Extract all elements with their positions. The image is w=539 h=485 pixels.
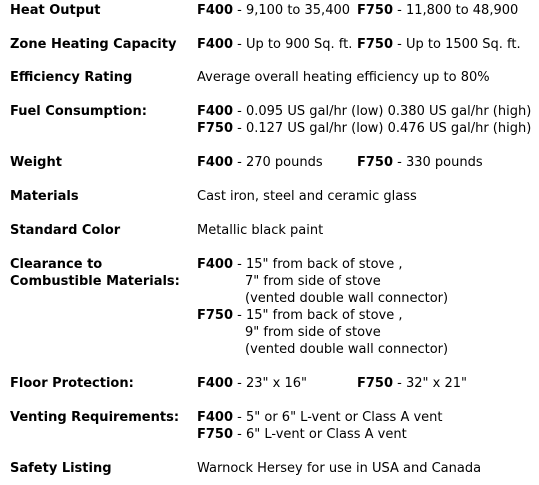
spec-value (197, 409, 443, 443)
spec-value: Warnock Hersey for use in USA and Canada (197, 461, 482, 476)
spec-text: - 0.095 US gal/hr (low) 0.380 US gal/hr (high) (233, 104, 532, 119)
spec-label: Efficiency Rating (10, 70, 133, 85)
spec-value (197, 2, 519, 19)
spec-label-line: Combustible Materials: (10, 274, 180, 289)
spec-label: Weight (10, 155, 62, 170)
spec-label: Materials (10, 189, 79, 204)
spec-text: (vented double wall connector) (245, 291, 449, 306)
model-name: F400 (197, 410, 234, 425)
model-name: F750 (357, 3, 394, 18)
model-name: F400 (197, 37, 234, 52)
spec-label: Zone Heating Capacity (10, 37, 177, 52)
spec-text: - 5" or 6" L-vent or Class A vent (233, 410, 443, 425)
spec-label: Heat Output (10, 3, 101, 18)
spec-text: - Up to 900 Sq. ft. (233, 37, 353, 52)
spec-value (197, 103, 531, 137)
spec-text: - 32" x 21" (393, 376, 467, 391)
spec-label-line: Clearance to (10, 257, 103, 272)
spec-value (197, 154, 483, 171)
spec-text: - 0.127 US gal/hr (low) 0.476 US gal/hr (high) (233, 121, 532, 136)
model-name: F750 (357, 155, 394, 170)
model-name: F400 (197, 104, 234, 119)
spec-label: Standard Color (10, 223, 121, 238)
spec-label: Fuel Consumption: (10, 104, 147, 119)
spec-value: Average overall heating efficiency up to 80% (197, 70, 490, 85)
spec-text: - 270 pounds (233, 155, 323, 170)
spec-label: Safety Listing (10, 461, 112, 476)
spec-text: - 15" from back of stove , (233, 257, 403, 272)
spec-text: - Up to 1500 Sq. ft. (393, 37, 521, 52)
model-name: F400 (197, 376, 234, 391)
model-name: F400 (197, 257, 234, 272)
spec-value (197, 256, 448, 358)
spec-text: - 11,800 to 48,900 (393, 3, 519, 18)
spec-text: - 330 pounds (393, 155, 483, 170)
spec-text: - 9,100 to 35,400 (233, 3, 351, 18)
spec-text: - 15" from back of stove , (233, 308, 403, 323)
spec-label: Venting Requirements: (10, 410, 180, 425)
spec-text: 9" from side of stove (245, 325, 381, 340)
spec-value (197, 36, 521, 53)
model-name: F750 (197, 427, 234, 442)
model-name: F750 (197, 308, 234, 323)
model-name: F750 (357, 376, 394, 391)
spec-text: 7" from side of stove (245, 274, 381, 289)
model-name: F400 (197, 3, 234, 18)
model-name: F750 (197, 121, 234, 136)
spec-value: Metallic black paint (197, 223, 324, 238)
model-name: F400 (197, 155, 234, 170)
spec-text: - 6" L-vent or Class A vent (233, 427, 407, 442)
spec-text: - 23" x 16" (233, 376, 307, 391)
spec-value: Cast iron, steel and ceramic glass (197, 189, 417, 204)
spec-value (197, 375, 467, 392)
spec-text: (vented double wall connector) (245, 342, 449, 357)
spec-label (10, 256, 180, 290)
spec-label: Floor Protection: (10, 376, 134, 391)
model-name: F750 (357, 37, 394, 52)
